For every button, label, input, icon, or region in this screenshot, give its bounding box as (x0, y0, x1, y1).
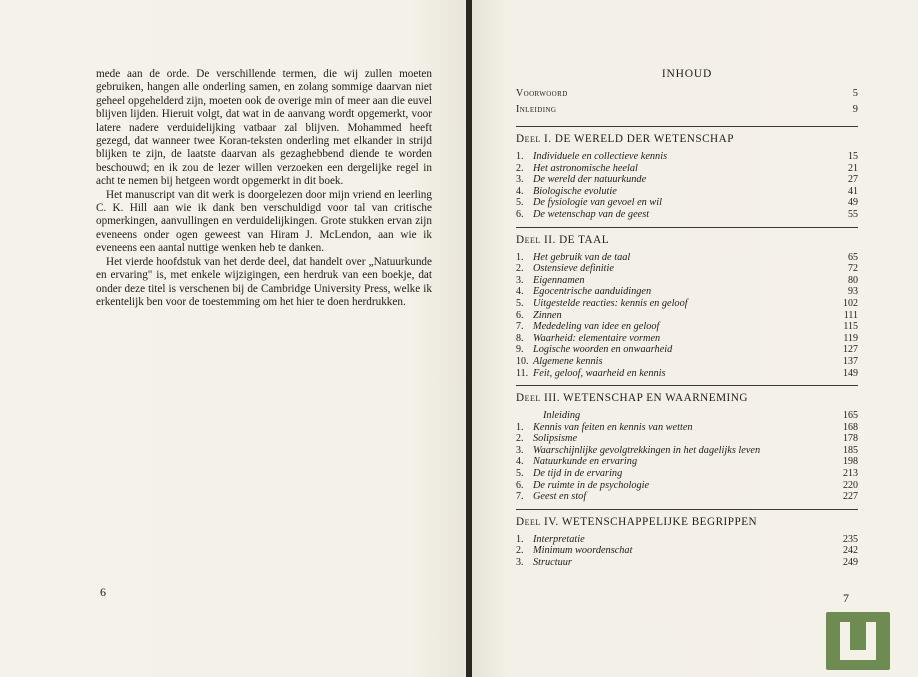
toc-part-heading (516, 516, 858, 528)
toc-part-prefix: Deel I. (516, 133, 552, 145)
toc-chapter-number: 9. (516, 344, 524, 356)
toc-chapter-page: 213 (843, 468, 858, 480)
toc-chapter-page: 49 (848, 197, 858, 209)
toc-chapter-title: De wetenschap van de geest (533, 208, 650, 220)
toc-chapter-number: 8. (516, 332, 524, 344)
toc-chapter-page: 119 (843, 332, 858, 344)
toc-chapter-title: Mededeling van idee en geloof (533, 321, 660, 333)
toc-chapter-title: Waarheid: elementaire vormen (533, 332, 661, 344)
toc-chapter-row (516, 368, 858, 380)
toc-chapter-row (516, 197, 858, 209)
toc-chapter-number: 2. (516, 162, 524, 174)
toc-chapter-row (516, 456, 858, 468)
toc-chapter-number: 1. (516, 421, 524, 433)
toc-chapter-page: 227 (843, 491, 858, 503)
toc-chapter-row (516, 491, 858, 503)
toc-chapter-number: 7. (516, 321, 524, 333)
toc-chapter-number: 2. (516, 433, 524, 445)
toc-chapter-number: 7. (516, 491, 524, 503)
toc-chapter-page: 178 (843, 433, 858, 445)
toc-chapter-row (516, 321, 858, 333)
toc-chapter-number: 3. (516, 444, 524, 456)
toc-chapter-title: De tijd in de ervaring (533, 468, 623, 480)
toc-chapter-page: 235 (843, 533, 858, 545)
toc-part-title: WETENSCHAPPELIJKE BEGRIPPEN (561, 515, 758, 528)
toc-chapter-title: Minimum woordenschat (533, 545, 633, 557)
toc-chapter-number: 3. (516, 274, 524, 286)
toc-chapter-title: Feit, geloof, waarheid en kennis (533, 367, 666, 379)
toc-part-title: DE WERELD DER WETENSCHAP (554, 133, 734, 145)
toc-chapter-number: 10. (516, 355, 529, 367)
toc-chapter-page: 168 (843, 421, 858, 433)
toc-chapter-title: Logische woorden en onwaarheid (533, 344, 673, 356)
toc-chapter-title: Structuur (533, 557, 572, 569)
toc-part-prefix: Deel III. (516, 392, 561, 405)
toc-chapter-page: 102 (843, 297, 858, 309)
toc-entry-inleiding (516, 104, 858, 120)
toc-chapter-title: Kennis van feiten en kennis van wetten (533, 421, 693, 433)
toc-chapter-row (516, 333, 858, 345)
toc-chapter-title: Biologische evolutie (533, 185, 617, 197)
toc-entry-voorwoord (516, 88, 858, 104)
toc-chapter-title: Interpretatie (533, 533, 585, 545)
page-number-right: 7 (843, 591, 849, 605)
toc-chapter-number: 2. (516, 263, 524, 275)
toc-chapter-page: 21 (848, 162, 858, 174)
toc-part-heading (516, 133, 858, 145)
toc-entry-page: 5 (852, 88, 858, 99)
toc-chapter-row (516, 356, 858, 368)
toc-chapter-page: 115 (843, 321, 858, 333)
toc-chapter-row (516, 310, 858, 322)
toc-chapter-title: Waarschijnlijke gevolgtrekkingen in het dagelijks leven (533, 444, 761, 456)
toc-chapter-number: 5. (516, 468, 524, 480)
toc-parts (516, 126, 858, 569)
toc-chapter-row (516, 344, 858, 356)
toc-part (516, 227, 858, 380)
toc-part (516, 385, 858, 503)
toc-chapter-page: 72 (848, 263, 858, 275)
toc-chapter-row (516, 151, 858, 163)
toc-chapter-row (516, 252, 858, 264)
toc-chapter-title: De ruimte in de psychologie (533, 479, 650, 491)
toc-entry-label: Voorwoord (516, 88, 568, 99)
toc-chapter-row (516, 163, 858, 175)
toc-chapter-title: Solipsisme (533, 433, 578, 445)
toc-entry-label: Inleiding (516, 104, 557, 115)
toc-chapter-row (516, 468, 858, 480)
toc-chapter-row (516, 445, 858, 457)
toc-chapter-number: 5. (516, 297, 524, 309)
toc-chapter-page: 198 (843, 456, 858, 468)
toc-chapter-title: Uitgestelde reacties: kennis en geloof (533, 297, 688, 309)
toc-part (516, 126, 858, 221)
page-number-left: 6 (100, 585, 106, 599)
toc-chapter-title: Algemene kennis (533, 355, 603, 367)
toc-chapter-row (516, 186, 858, 198)
toc-chapter-page: 41 (848, 185, 858, 197)
toc-chapter-row (516, 534, 858, 546)
toc-chapter-row (516, 263, 858, 275)
toc-chapter-page: 55 (848, 208, 858, 220)
toc-chapter-title: De fysiologie van gevoel en wil (533, 197, 662, 209)
toc-chapter-page: 185 (843, 444, 858, 456)
toc-title: INHOUD (661, 68, 713, 80)
toc-part-prefix: Deel IV. (516, 515, 559, 528)
toc-chapter-number: 1. (516, 151, 524, 162)
lastdodo-logo-icon (826, 612, 890, 670)
toc-chapter-title: Ostensieve definitie (533, 263, 614, 275)
toc-chapter-number: 5. (516, 197, 524, 209)
toc-part-heading (516, 392, 858, 404)
toc-chapter-title: Individuele en collectieve kennis (533, 151, 668, 162)
toc-chapter-number: 4. (516, 286, 524, 298)
toc-chapter-row (516, 275, 858, 287)
toc-chapter-page: 220 (843, 479, 858, 491)
toc-entry-page: 9 (852, 104, 858, 115)
toc-chapter-page: 80 (848, 274, 858, 286)
body-text (96, 68, 432, 309)
toc-chapter-title: Het gebruik van de taal (533, 251, 631, 263)
toc-part-title: DE TAAL (559, 233, 610, 246)
divider (516, 227, 858, 228)
toc-chapter-title: Geest en stof (533, 491, 587, 503)
toc-chapter-row (516, 286, 858, 298)
toc-chapter-title: Egocentrische aanduidingen (533, 286, 652, 298)
toc-chapter-row (516, 545, 858, 557)
toc-chapter-number: 6. (516, 479, 524, 491)
toc-chapter-row (516, 298, 858, 310)
toc-chapter-page: 127 (843, 344, 858, 356)
toc-chapter-number: 3. (516, 557, 524, 569)
toc-chapter-page: 165 (843, 410, 858, 422)
toc-part-heading (516, 234, 858, 246)
paragraph: Het vierde hoofdstuk van het derde deel, dat handelt over „Natuurkunde en ervaring" is, met enkele wijzigingen, een herdruk van een boekje, dat onder deze titel is verschenen bij de Cambridge University Press, welke ik erkentelijk ben voor de toestemming om het hier te doen herdrukken. (96, 255, 432, 308)
toc-part (516, 509, 858, 569)
toc-chapter-row (516, 433, 858, 445)
paragraph: mede aan de orde. De verschillende termen, die wij zullen moeten gebruiken, hangen alle onderling samen, en zolang sommige daarvan niet geheel opgehelderd zijn, moeten ook de overige min of meer aan die euvel blijven lijden. Hieruit volgt, dat wat in de aanvang wordt opgemerkt, voor latere nadere verduidelijking vatbaar zal blijven. Mohammed heeft gezegd, dat wanneer twee Koran-teksten onderling met elkander in strijd blijken te zijn, de laatste daarvan als gezaghebbend diende te worden beschouwd; en ik zou de lezer willen verzoeken een dergelijke regel in acht te nemen bij hetgeen wordt opgemerkt in dit boek. (96, 68, 432, 188)
toc-chapter-row (516, 174, 858, 186)
toc-chapter-title: De wereld der natuurkunde (533, 174, 647, 186)
toc-chapter-number: 4. (516, 456, 524, 468)
toc-chapter-page: 249 (843, 557, 858, 569)
toc-chapter-row (516, 209, 858, 221)
toc-chapter-page: 65 (848, 251, 858, 263)
toc-chapter-page: 242 (843, 545, 858, 557)
divider (516, 126, 858, 127)
divider (516, 385, 858, 386)
toc-chapter-number: 1. (516, 251, 524, 263)
divider (516, 509, 858, 510)
toc-chapter-title: Inleiding (543, 410, 581, 422)
toc-chapter-title: Zinnen (533, 309, 562, 321)
toc-chapter-row (516, 422, 858, 434)
toc-chapter-page: 149 (843, 367, 858, 379)
toc-part-prefix: Deel II. (516, 233, 556, 246)
toc-chapter-page: 27 (848, 174, 858, 186)
toc-chapter-number: 11. (516, 367, 529, 379)
toc-chapter-page: 137 (843, 355, 858, 367)
toc-chapter-page: 15 (848, 151, 858, 162)
toc-chapter-title: Het astronomische heelal (533, 162, 638, 174)
toc-chapter-row (516, 410, 858, 422)
table-of-contents (516, 68, 858, 569)
toc-chapter-page: 111 (843, 309, 858, 321)
toc-chapter-number: 4. (516, 185, 524, 197)
toc-chapter-row (516, 557, 858, 569)
toc-chapter-number: 6. (516, 208, 524, 220)
toc-chapter-page: 93 (848, 286, 858, 298)
toc-chapter-title: Eigennamen (533, 274, 585, 286)
toc-part-title: WETENSCHAP EN WAARNEMING (563, 392, 748, 405)
toc-chapter-number: 3. (516, 174, 524, 186)
toc-chapter-number: 2. (516, 545, 524, 557)
toc-chapter-row (516, 480, 858, 492)
toc-chapter-number: 6. (516, 309, 524, 321)
toc-chapter-number: 1. (516, 533, 524, 545)
paragraph: Het manuscript van dit werk is doorgelezen door mijn vriend en leerling C. K. Hill aan wie ik dank ben verschuldigd voor tal van critische opmerkingen, aanvullingen en verduidelijkingen. Grote stukken ervan zijn eveneens onder ogen geweest van Hiram J. McLendon, aan wie ik eveneens een aantal nuttige wenken heb te danken. (96, 188, 432, 255)
toc-chapter-title: Natuurkunde en ervaring (533, 456, 638, 468)
